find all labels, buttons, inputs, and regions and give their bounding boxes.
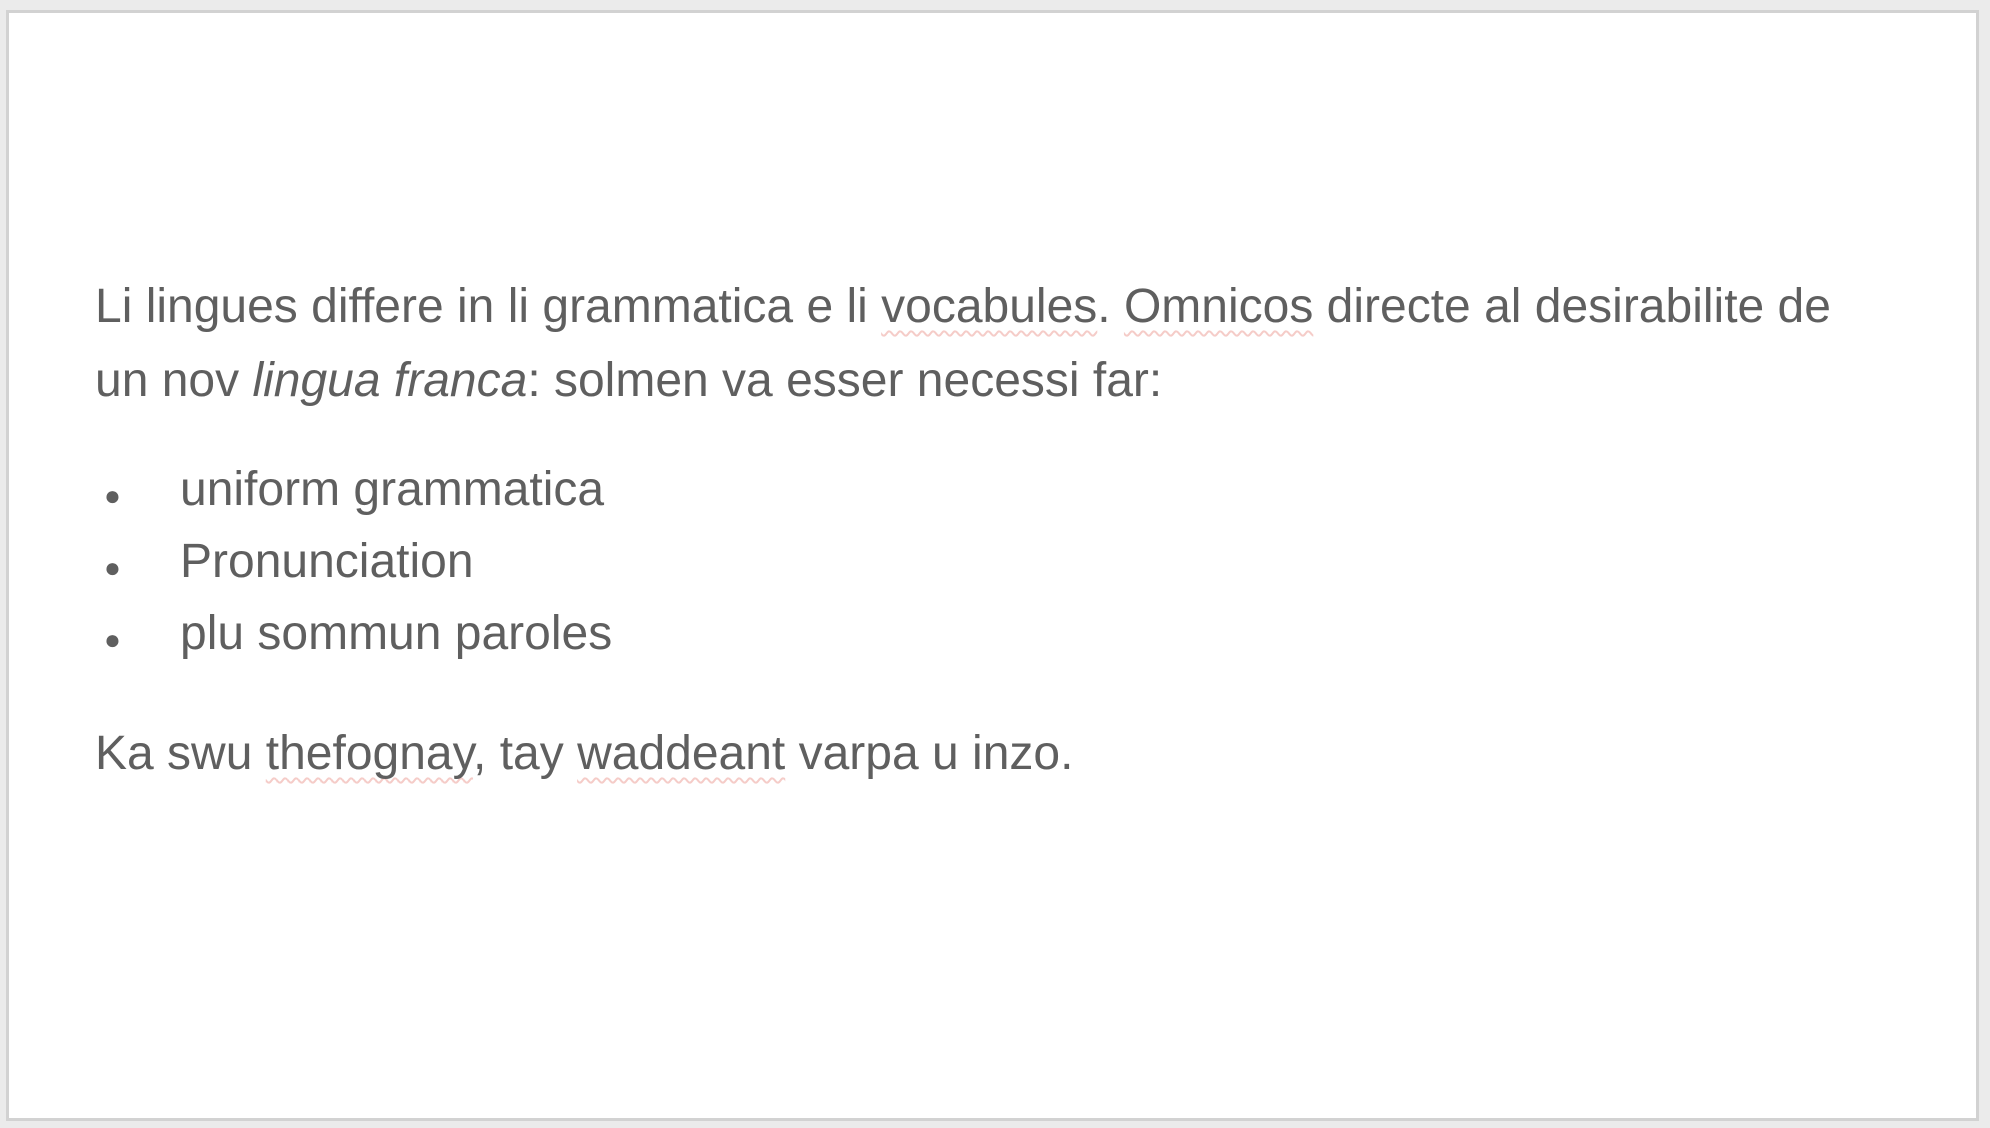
slide-text-box: [95, 13, 1865, 791]
bullet-text: Pronunciation: [180, 535, 474, 588]
bullet-icon: ●: [104, 624, 121, 655]
paragraph-text: .: [1097, 280, 1124, 333]
bullet-text: uniform grammatica: [180, 463, 605, 516]
italic-phrase: lingua franca: [252, 354, 528, 407]
bullet-list: [95, 457, 1865, 673]
list-item: [95, 529, 1865, 601]
bullet-text: plu sommun paroles: [180, 607, 613, 660]
intro-paragraph: [95, 270, 1865, 418]
list-item: [95, 457, 1865, 529]
slide: [6, 10, 1979, 1121]
paragraph-text: Li lingues differe in li grammatica e li: [95, 280, 882, 333]
misspelled-word: thefognay: [265, 727, 474, 780]
misspelled-word: Omnicos: [1123, 280, 1314, 333]
closing-text: Ka swu: [95, 727, 266, 780]
paragraph-text: : solmen va esser necessi far:: [527, 354, 1163, 407]
closing-text: , tay: [473, 727, 578, 780]
misspelled-word: vocabules: [881, 280, 1098, 333]
paragraph-text: directe al desirabilite de un nov: [95, 280, 1831, 407]
closing-paragraph: [95, 717, 1865, 791]
bullet-icon: ●: [104, 552, 121, 583]
misspelled-word: waddeant: [577, 727, 786, 780]
list-item: [95, 601, 1865, 673]
closing-text: varpa u inzo.: [785, 727, 1074, 780]
bullet-icon: ●: [104, 480, 121, 511]
